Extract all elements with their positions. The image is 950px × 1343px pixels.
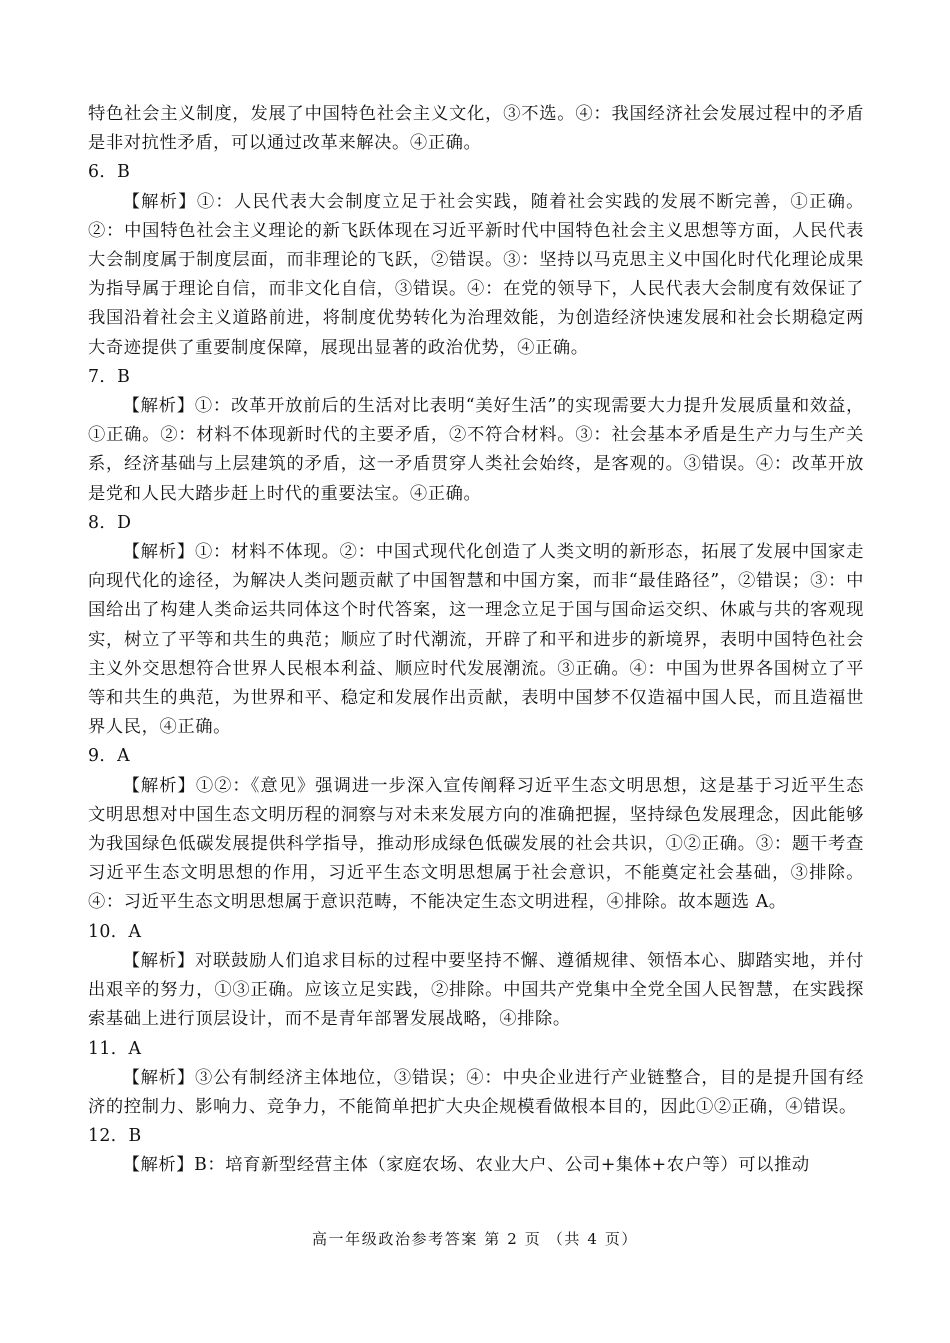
analysis-paragraph — [88, 392, 864, 509]
answer-content — [88, 100, 864, 1181]
question-number: 7．B — [88, 366, 131, 387]
question-8 — [88, 509, 864, 743]
question-number: 12．B — [88, 1126, 142, 1147]
analysis-tag: 【解析】 — [122, 775, 196, 796]
question-7 — [88, 363, 864, 509]
question-number: 9．A — [88, 746, 130, 767]
analysis-paragraph — [88, 538, 864, 742]
analysis-text: ③公有制经济主体地位，③错误；④：中央企业进行产业链整合，目的是提升国有经济的控制力、影响力、竞争力，不能简单把扩大央企规模看做根本目的，因此①②正确，④错误。 — [88, 1067, 864, 1117]
analysis-tag: 【解析】 — [122, 396, 195, 417]
question-number: 10．A — [88, 921, 142, 942]
analysis-paragraph — [88, 772, 864, 918]
question-number: 11．A — [88, 1038, 142, 1059]
analysis-text: 对联鼓励人们追求目标的过程中要坚持不懈、遵循规律、领悟本心、脚踏实地，并付出艰辛的努力，①③正确。应该立足实践，②排除。中国共产党集中全党全国人民智慧，在实践探索基础上进行顶层设计，而不是青年部署发展战略，④排除。 — [88, 950, 864, 1030]
question-10 — [88, 918, 864, 1035]
analysis-text: ①：人民代表大会制度立足于社会实践，随着社会实践的发展不断完善，①正确。②：中国特色社会主义理论的新飞跃体现在习近平新时代中国特色社会主义思想等方面，人民代表大会制度属于制度层面，而非理论的飞跃，②错误。③：坚持以马克思主义中国化时代化理论成果为指导属于理论自信，而非文化自信，③错误。④：在党的领导下，人民代表大会制度有效保证了我国沿着社会主义道路前进，将制度优势转化为治理效能，为创造经济快速发展和社会长期稳定两大奇迹提供了重要制度保障，展现出显著的政治优势，④正确。 — [88, 191, 864, 358]
analysis-tag: 【解析】 — [122, 1067, 195, 1088]
analysis-text: B：培育新型经营主体（家庭农场、农业大户、公司+集体+农户等）可以推动 — [194, 1155, 810, 1176]
analysis-tag: 【解析】 — [122, 1155, 195, 1176]
analysis-paragraph — [88, 1064, 864, 1122]
analysis-text: ①：改革开放前后的生活对比表明“美好生活”的实现需要大力提升发展质量和效益，①正确。②：材料不体现新时代的主要矛盾，②不符合材料。③：社会基本矛盾是生产力与生产关系，经济基础与上层建筑的矛盾，这一矛盾贯穿人类社会始终，是客观的。③错误。④：改革开放是党和人民大踏步赶上时代的重要法宝。④正确。 — [88, 396, 864, 504]
analysis-paragraph — [88, 947, 864, 1035]
analysis-text: ①：材料不体现。②：中国式现代化创造了人类文明的新形态，拓展了发展中国家走向现代化的途径，为解决人类问题贡献了中国智慧和中国方案，而非“最佳路径”，②错误；③：中国给出了构建人类命运共同体这个时代答案，这一理念立足于国与国命运交织、休戚与共的客观现实，树立了平等和共生的典范；顺应了时代潮流，开辟了和平和进步的新境界，表明中国特色社会主义外交思想符合世界人民根本利益、顺应时代发展潮流。③正确。④：中国为世界各国树立了平等和共生的典范，为世界和平、稳定和发展作出贡献，表明中国梦不仅造福中国人民，而且造福世界人民，④正确。 — [88, 542, 864, 738]
question-number: 8．D — [88, 512, 132, 533]
analysis-text: ①②：《意见》强调进一步深入宣传阐释习近平生态文明思想，这是基于习近平生态文明思想对中国生态文明历程的洞察与对未来发展方向的准确把握，坚持绿色发展理念，因此能够为我国绿色低碳发展提供科学指导，推动形成绿色低碳发展的社会共识，①②正确。③：题干考查习近平生态文明思想的作用，习近平生态文明思想属于社会意识，不能奠定社会基础，③排除。④：习近平生态文明思想属于意识范畴，不能决定生态文明进程，④排除。故本题选 A。 — [88, 775, 864, 913]
analysis-paragraph — [88, 1151, 864, 1180]
page-footer: 高一年级政治参考答案 第 2 页 （共 4 页） — [311, 1230, 639, 1248]
analysis-tag: 【解析】 — [122, 542, 195, 563]
analysis-paragraph — [88, 188, 864, 363]
intro-paragraph: 特色社会主义制度，发展了中国特色社会主义文化，③不选。④：我国经济社会发展过程中的矛盾是非对抗性矛盾，可以通过改革来解决。④正确。 — [88, 104, 864, 154]
analysis-tag: 【解析】 — [122, 191, 197, 212]
question-11 — [88, 1035, 864, 1123]
question-9 — [88, 742, 864, 917]
question-number: 6．B — [88, 162, 131, 183]
question-6 — [88, 158, 864, 362]
question-12 — [88, 1122, 864, 1180]
analysis-tag: 【解析】 — [122, 950, 195, 971]
